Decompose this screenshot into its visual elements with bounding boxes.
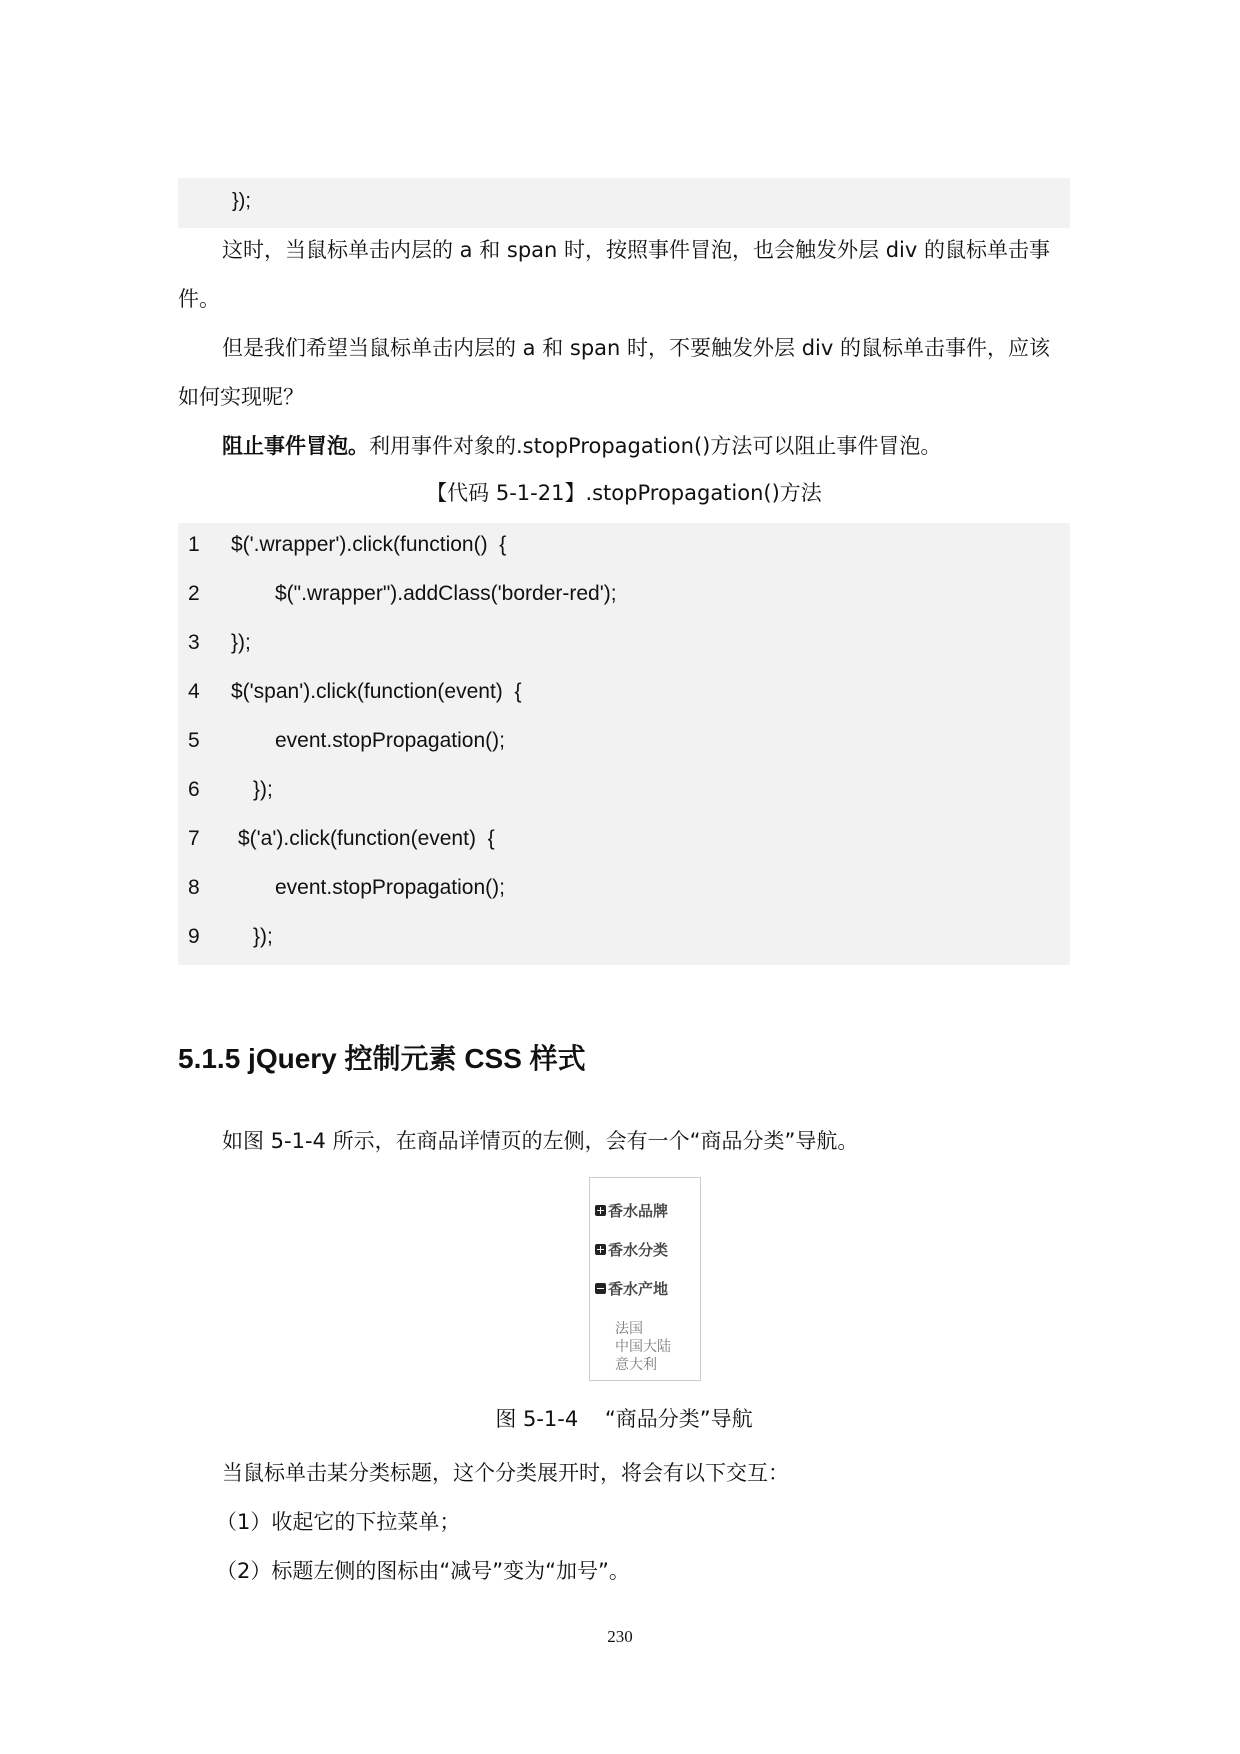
bold-lead: 阻止事件冒泡。 <box>222 434 369 458</box>
line-number: 2 <box>188 582 200 605</box>
nav-item-category[interactable] <box>595 1239 668 1260</box>
code-text: $('span').click(function(event) { <box>231 680 522 703</box>
line-number: 1 <box>188 533 200 556</box>
code-line: }); <box>232 190 251 212</box>
paragraph-rest: 利用事件对象的.stopPropagation()方法可以阻止事件冒泡。 <box>369 434 942 458</box>
paragraph-stop-propagation <box>178 422 1070 471</box>
code-text: }); <box>253 925 273 948</box>
code-text: }); <box>231 631 251 654</box>
sub-item-china[interactable]: 中国大陆 <box>615 1339 671 1355</box>
paragraph-interaction: 当鼠标单击某分类标题，这个分类展开时，将会有以下交互： <box>222 1461 789 1485</box>
line-number: 5 <box>188 729 200 752</box>
nav-item-brand[interactable] <box>595 1200 668 1221</box>
code-caption: 【代码 5-1-21】.stopPropagation()方法 <box>426 481 822 505</box>
code-text: event.stopPropagation(); <box>275 729 505 752</box>
code-text: $('a').click(function(event) { <box>238 827 495 850</box>
minus-icon <box>595 1283 606 1294</box>
code-row <box>178 719 1070 768</box>
page-number: 230 <box>607 1627 633 1646</box>
sub-item-italy[interactable]: 意大利 <box>615 1357 657 1373</box>
code-row <box>178 915 1070 964</box>
code-block-tail <box>178 178 1070 228</box>
code-row <box>178 523 1070 572</box>
line-number: 3 <box>188 631 200 654</box>
line-number: 4 <box>188 680 200 703</box>
code-row <box>178 621 1070 670</box>
line-number: 6 <box>188 778 200 801</box>
code-row <box>178 817 1070 866</box>
line-number: 9 <box>188 925 200 948</box>
plus-icon <box>595 1205 606 1216</box>
category-nav-figure <box>589 1177 701 1381</box>
nav-item-origin[interactable] <box>595 1278 668 1299</box>
plus-icon <box>595 1244 606 1255</box>
line-number: 8 <box>188 876 200 899</box>
figure-caption-text: 图 5-1-4 “商品分类”导航 <box>495 1407 753 1431</box>
code-text: }); <box>253 778 273 801</box>
section-title: 5.1.5 jQuery 控制元素 CSS 样式 <box>178 1043 586 1074</box>
list-item-1: （1）收起它的下拉菜单； <box>216 1510 461 1534</box>
paragraph-question: 但是我们希望当鼠标单击内层的 a 和 span 时，不要触发外层 div 的鼠标单击事件，应该如何实现呢？ <box>178 336 1050 409</box>
nav-item-label: 香水产地 <box>608 1280 669 1298</box>
code-row <box>178 866 1070 915</box>
paragraph-intro: 如图 5-1-4 所示，在商品详情页的左侧，会有一个“商品分类”导航。 <box>222 1129 859 1153</box>
code-text: $(".wrapper").addClass('border-red'); <box>275 582 617 605</box>
nav-item-label: 香水品牌 <box>608 1202 669 1220</box>
code-row <box>178 670 1070 719</box>
code-row <box>178 572 1070 621</box>
figure-caption <box>178 1403 1070 1433</box>
list-item-2: （2）标题左侧的图标由“减号”变为“加号”。 <box>216 1559 630 1583</box>
nav-item-label: 香水分类 <box>608 1241 669 1259</box>
code-text: $('.wrapper').click(function() { <box>231 533 507 556</box>
sub-item-france[interactable]: 法国 <box>615 1321 643 1337</box>
code-row <box>178 768 1070 817</box>
code-block <box>178 523 1070 965</box>
code-text: event.stopPropagation(); <box>275 876 505 899</box>
line-number: 7 <box>188 827 200 850</box>
paragraph-bubbling: 这时，当鼠标单击内层的 a 和 span 时，按照事件冒泡，也会触发外层 div 的鼠标单击事件。 <box>178 238 1050 311</box>
